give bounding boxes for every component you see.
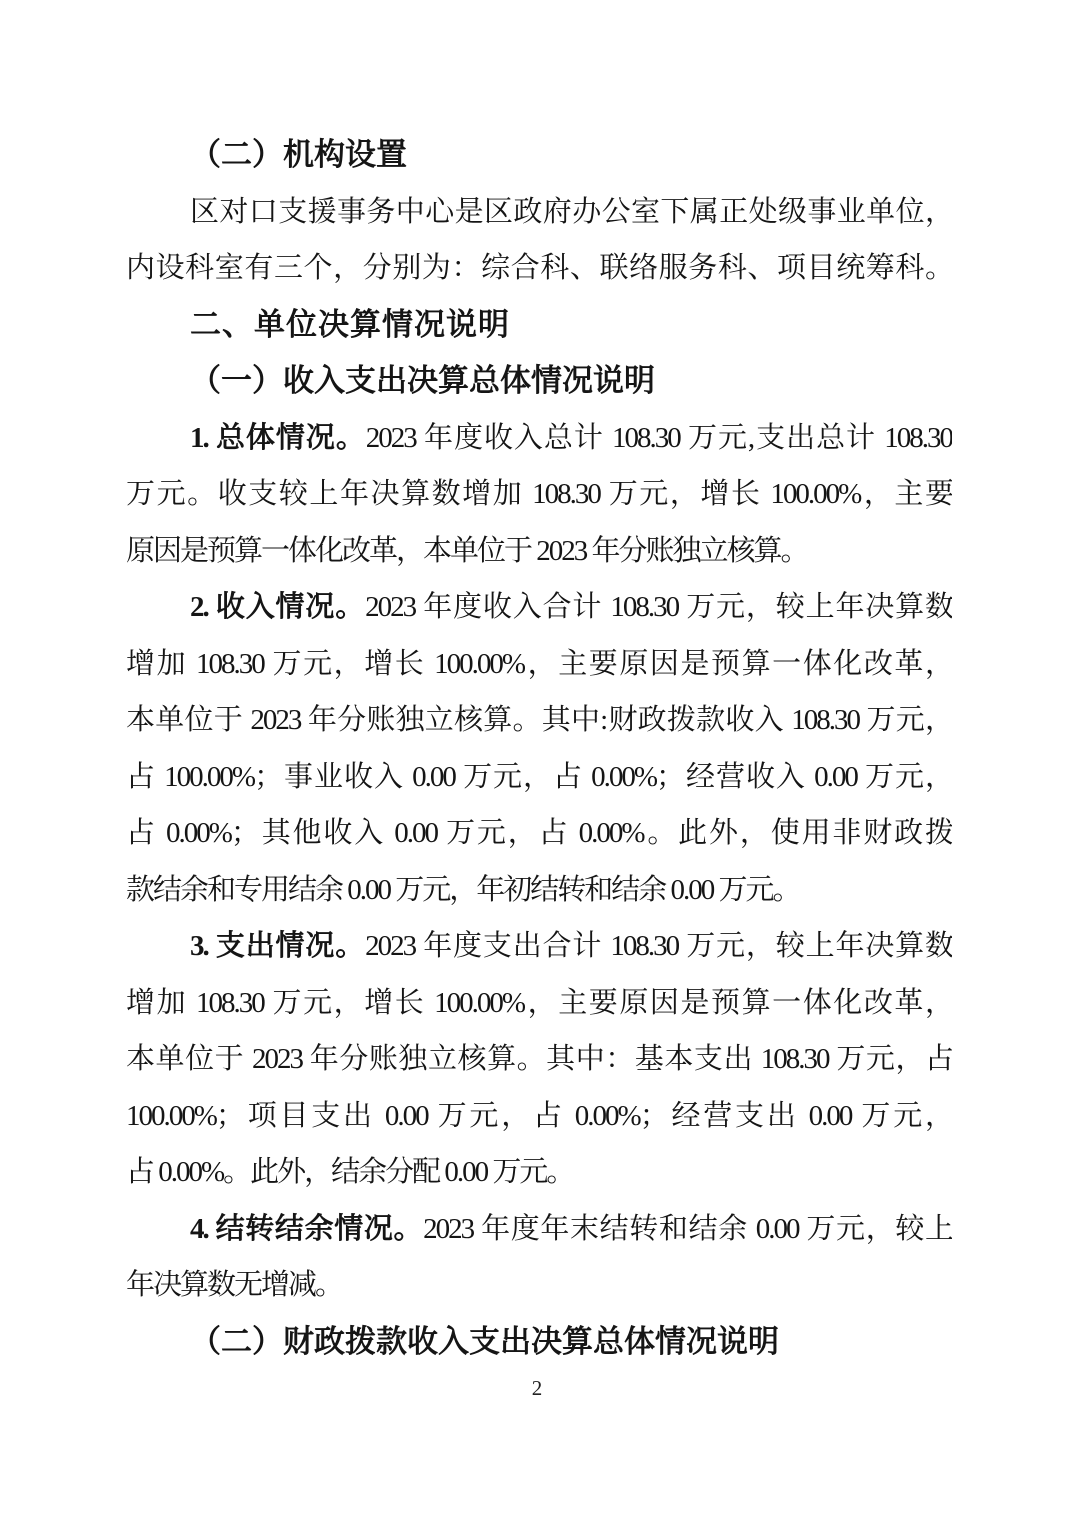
para-2-income-situation: [126, 579, 952, 918]
page-number: 2: [531, 1376, 543, 1400]
text-line: [126, 523, 952, 580]
text-line: [126, 749, 952, 806]
text-line: [126, 127, 952, 184]
text-run: 增加 108.30 万元，增长 100.00%，主要原因是预算一体化改革，: [126, 647, 952, 680]
para-org-setup: [126, 184, 952, 297]
text-line: [126, 1201, 952, 1258]
para-3-expense-situation: [126, 918, 952, 1201]
text-line: [126, 240, 952, 297]
heading-income-expense-overview: [126, 353, 952, 410]
text-line: [126, 353, 952, 410]
text-run: 区对口支援事务中心是区政府办公室下属正处级事业单位，: [190, 195, 952, 228]
text-line: [126, 184, 952, 241]
text-run: 1. 总体情况。: [190, 421, 366, 454]
document-body: [126, 127, 952, 1370]
text-run: 2023 年度年末结转和结余 0.00 万元，较上: [423, 1212, 952, 1245]
text-run: （二）财政拨款收入支出决算总体情况说明: [190, 1323, 779, 1359]
text-run: 原因是预算一体化改革，本单位于 2023 年分账独立核算。: [126, 534, 808, 567]
heading-section-2-unit-final-accounts: [126, 297, 952, 354]
text-line: [126, 1257, 952, 1314]
para-1-overall-situation: [126, 410, 952, 580]
text-line: [126, 1314, 952, 1371]
text-run: （一）收入支出决算总体情况说明: [190, 363, 655, 398]
text-run: 年决算数无增减。: [126, 1269, 343, 1301]
text-line: [126, 1144, 952, 1201]
text-line: [126, 297, 952, 354]
text-line: [126, 1031, 952, 1088]
text-run: 2023 年度收入合计 108.30 万元，较上年决算数: [365, 591, 952, 623]
text-run: 增加 108.30 万元，增长 100.00%，主要原因是预算一体化改革，: [126, 986, 952, 1019]
text-run: 4. 结转结余情况。: [190, 1212, 424, 1245]
text-line: [126, 918, 952, 975]
text-run: 占 100.00%；事业收入 0.00 万元，占 0.00%；经营收入 0.00 万元，: [126, 760, 952, 793]
text-run: 2023 年度收入总计 108.30 万元,支出总计 108.30: [365, 421, 952, 454]
text-line: [126, 975, 952, 1032]
para-4-carryover-balance: [126, 1201, 952, 1314]
text-run: （二）机构设置: [190, 137, 407, 172]
text-run: 3. 支出情况。: [190, 930, 366, 962]
text-run: 100.00%；项目支出 0.00 万元，占 0.00%；经营支出 0.00 万元，: [126, 1099, 952, 1132]
text-line: [126, 636, 952, 693]
text-run: 2. 收入情况。: [190, 591, 366, 623]
text-line: [126, 805, 952, 862]
text-run: 本单位于 2023 年分账独立核算。其中:财政拨款收入 108.30 万元，: [126, 704, 952, 736]
text-run: 本单位于 2023 年分账独立核算。其中：基本支出 108.30 万元，占: [126, 1043, 952, 1075]
text-run: 款结余和专用结余 0.00 万元，年初结转和结余 0.00 万元。: [126, 873, 800, 906]
text-run: 内设科室有三个，分别为：综合科、联络服务科、项目统筹科。: [126, 252, 952, 284]
text-run: 2023 年度支出合计 108.30 万元，较上年决算数: [365, 930, 952, 962]
text-line: [126, 579, 952, 636]
text-line: [126, 862, 952, 919]
text-line: [126, 1088, 952, 1145]
text-run: 占 0.00%。此外，结余分配 0.00 万元。: [126, 1156, 574, 1188]
text-run: 万元。收支较上年决算数增加 108.30 万元，增长 100.00%，主要: [126, 478, 952, 510]
heading-org-setup: [126, 127, 952, 184]
text-line: [126, 410, 952, 467]
text-line: [126, 466, 952, 523]
text-line: [126, 692, 952, 749]
text-run: 占 0.00%；其他收入 0.00 万元，占 0.00%。此外，使用非财政拨: [126, 817, 952, 849]
text-run: 二、单位决算情况说明: [190, 306, 510, 342]
heading-fiscal-appropriation-overview: [126, 1314, 952, 1371]
